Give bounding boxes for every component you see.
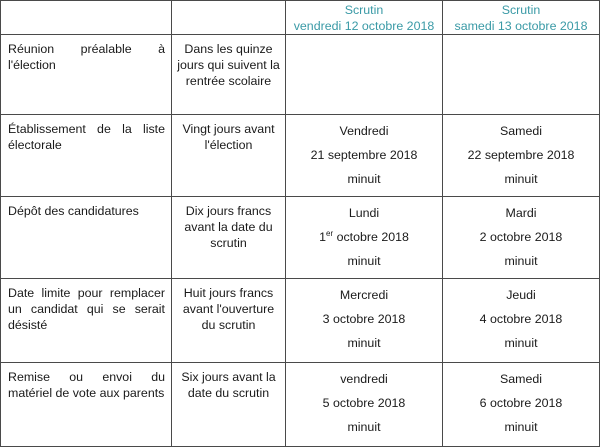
date-value: [286, 229, 442, 245]
date-rest: octobre 2018: [333, 230, 409, 244]
date-value: 3 octobre 2018: [322, 312, 406, 326]
date-time: minuit: [504, 254, 538, 268]
date-time: minuit: [504, 420, 538, 434]
row-date-saturday: [443, 115, 600, 197]
row-delay: Dix jours francs avant la date du scrutin: [172, 197, 286, 279]
row-date-friday: [286, 363, 443, 447]
row-label: Établissement de la liste électorale: [1, 115, 172, 197]
row-date-saturday: [443, 35, 600, 115]
date-time: minuit: [504, 172, 538, 186]
date-time: minuit: [347, 172, 381, 186]
table-row: [1, 35, 600, 115]
date-value: 21 septembre 2018: [310, 148, 418, 162]
date-day: Mercredi: [339, 288, 389, 302]
table-row: [1, 363, 600, 447]
row-label: Réunion préalable à l'élection: [1, 35, 172, 115]
date-day: Jeudi: [506, 288, 536, 302]
date-time: minuit: [504, 336, 538, 350]
header-cell-empty-2: [172, 1, 286, 35]
row-date-friday: [286, 115, 443, 197]
date-day: Samedi: [499, 124, 542, 138]
row-label: Date limite pour remplacer un candidat qui se serait désisté: [1, 279, 172, 363]
table-row: [1, 279, 600, 363]
date-value: 5 octobre 2018: [322, 396, 406, 410]
date-time: minuit: [347, 420, 381, 434]
table-row: [1, 115, 600, 197]
header-row: [1, 1, 600, 35]
date-number: 1: [319, 230, 326, 244]
row-date-friday: [286, 197, 443, 279]
date-value: 4 octobre 2018: [479, 312, 563, 326]
date-time: minuit: [347, 336, 381, 350]
header-friday-line2: vendredi 12 octobre 2018: [293, 19, 435, 33]
row-delay: Vingt jours avant l'élection: [172, 115, 286, 197]
header-cell-empty-1: [1, 1, 172, 35]
row-delay: Six jours avant la date du scrutin: [172, 363, 286, 447]
date-value: 2 octobre 2018: [479, 230, 563, 244]
header-friday-line1: Scrutin: [344, 3, 384, 17]
header-cell-friday: [286, 1, 443, 35]
table-row: [1, 197, 600, 279]
header-saturday-line1: Scrutin: [501, 3, 541, 17]
date-ordinal: er: [326, 229, 334, 238]
date-time: minuit: [347, 254, 381, 268]
row-date-friday: [286, 279, 443, 363]
date-day: Vendredi: [339, 124, 389, 138]
header-saturday-line2: samedi 13 octobre 2018: [454, 19, 588, 33]
row-label: Dépôt des candidatures: [1, 197, 172, 279]
date-day: Samedi: [499, 372, 542, 386]
row-label: Remise ou envoi du matériel de vote aux parents: [1, 363, 172, 447]
row-date-saturday: [443, 197, 600, 279]
date-day: vendredi: [340, 372, 388, 386]
row-delay: Dans les quinze jours qui suivent la rentrée scolaire: [172, 35, 286, 115]
date-day: Mardi: [505, 206, 537, 220]
row-date-saturday: [443, 363, 600, 447]
date-value: 6 octobre 2018: [479, 396, 563, 410]
date-value: 22 septembre 2018: [467, 148, 575, 162]
header-cell-saturday: [443, 1, 600, 35]
date-day: Lundi: [348, 206, 380, 220]
row-date-friday: [286, 35, 443, 115]
row-delay: Huit jours francs avant l'ouverture du scrutin: [172, 279, 286, 363]
row-date-saturday: [443, 279, 600, 363]
